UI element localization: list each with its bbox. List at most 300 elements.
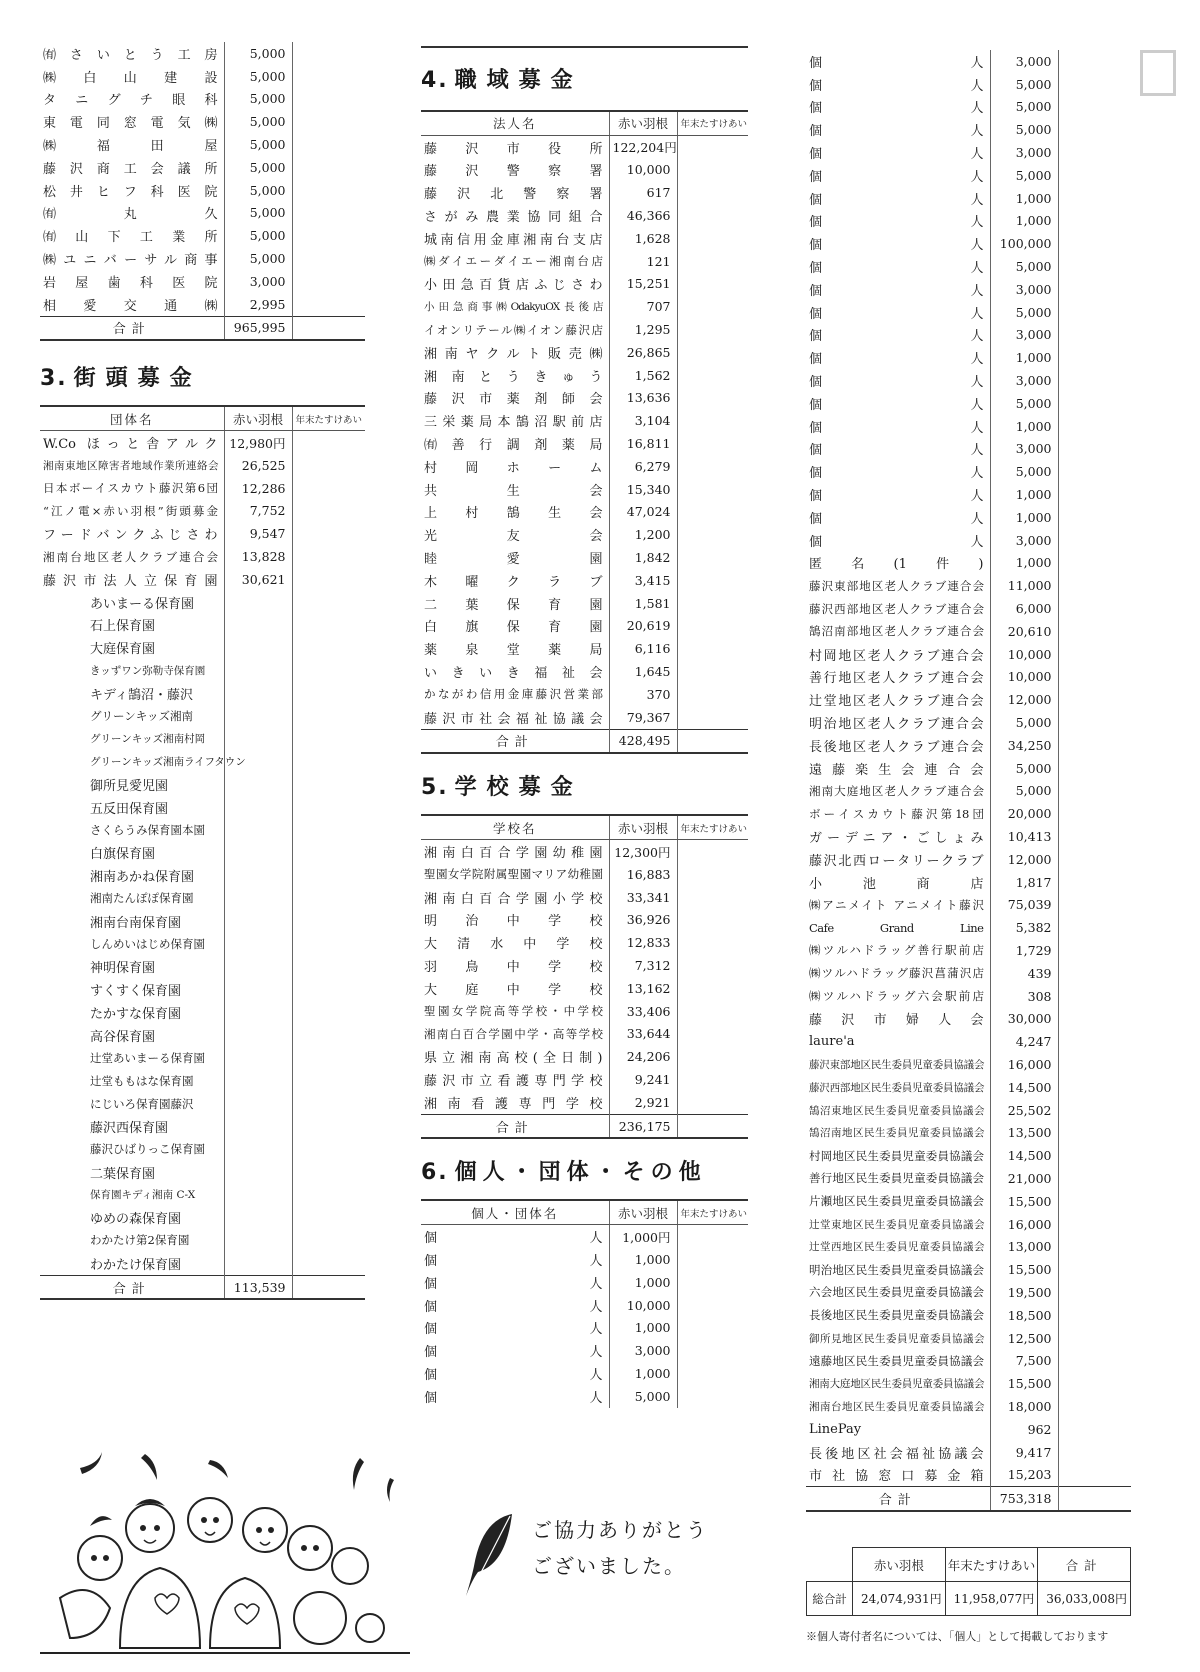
table-row (806, 757, 1131, 780)
table-row (806, 1053, 1131, 1076)
row-name: laure'a (809, 1034, 855, 1050)
row-amount: 5,000 (224, 88, 292, 111)
row-name: 鵠沼南部地区老人クラブ連合会 (809, 624, 984, 639)
row-name: 個人 (424, 1253, 603, 1269)
table-row (806, 415, 1131, 438)
table-header (40, 406, 365, 430)
row-year-end (1058, 1441, 1131, 1464)
table-row (421, 318, 748, 341)
table-row (40, 842, 365, 865)
row-year-end (292, 682, 365, 705)
row-amount (224, 659, 292, 682)
table-row (421, 273, 748, 296)
table-row (806, 1076, 1131, 1099)
row-amount: 5,000 (224, 156, 292, 179)
table-row (806, 711, 1131, 734)
row-year-end (677, 387, 748, 410)
table-row (806, 939, 1131, 962)
table-row (421, 886, 748, 909)
table-row (40, 1206, 365, 1229)
row-name: 個人 (809, 261, 984, 277)
row-name: 藤沢西部地区民生委員児童委員協議会 (809, 1081, 984, 1094)
row-name: 大庭中学校 (424, 982, 603, 998)
grand-total-table (806, 1547, 1131, 1616)
row-name: 羽鳥中学校 (424, 959, 603, 975)
row-amount: 33,406 (609, 1000, 677, 1023)
table-row (421, 432, 748, 455)
row-year-end (292, 431, 365, 454)
row-amount: 13,000 (990, 1235, 1058, 1258)
table-row (421, 523, 748, 546)
row-year-end (677, 683, 748, 706)
row-amount (224, 591, 292, 614)
row-name: 辻堂地区老人クラブ連合会 (809, 694, 984, 710)
row-amount: 15,340 (609, 478, 677, 501)
row-amount: 1,200 (609, 523, 677, 546)
table-row (421, 501, 748, 524)
row-year-end (677, 706, 748, 729)
row-year-end (1058, 1395, 1131, 1418)
row-year-end (292, 773, 365, 796)
row-amount: 21,000 (990, 1167, 1058, 1190)
table-row (40, 955, 365, 978)
table-row (806, 324, 1131, 347)
row-year-end (292, 1092, 365, 1115)
row-amount (224, 705, 292, 728)
table-row (421, 1068, 748, 1091)
row-year-end (292, 133, 365, 156)
row-year-end (1058, 1190, 1131, 1213)
row-year-end (292, 1252, 365, 1275)
row-amount: 3,415 (609, 569, 677, 592)
total-label: 合計 (806, 1487, 990, 1511)
row-amount (224, 1024, 292, 1047)
row-amount: 14,500 (990, 1076, 1058, 1099)
row-name: あいまーる保育園 (90, 596, 195, 612)
row-amount: 2,995 (224, 293, 292, 316)
row-amount: 6,116 (609, 637, 677, 660)
table-row (40, 1047, 365, 1070)
row-amount: 33,341 (609, 886, 677, 909)
table-row (421, 135, 748, 158)
table-row (806, 210, 1131, 233)
row-name: ㈱ツルハドラッグ藤沢菖蒲沢店 (809, 966, 984, 981)
row-amount: 75,039 (990, 893, 1058, 916)
row-amount (224, 1092, 292, 1115)
row-amount: 13,162 (609, 977, 677, 1000)
row-name: 藤沢西部地区老人クラブ連合会 (809, 601, 984, 616)
row-amount: 15,500 (990, 1258, 1058, 1281)
cartoon-illustration (40, 1448, 410, 1658)
table-row (806, 1007, 1131, 1030)
row-year-end (677, 204, 748, 227)
grand-total-header (807, 1548, 1131, 1582)
row-year-end (677, 1385, 748, 1408)
table-row (421, 1294, 748, 1317)
table-row (806, 1235, 1131, 1258)
row-amount: 24,206 (609, 1045, 677, 1068)
table-row (806, 1281, 1131, 1304)
street-fundraising-table (40, 405, 365, 1300)
row-name: 藤沢ひばりっこ保育園 (90, 1142, 205, 1157)
row-amount: 4,247 (990, 1030, 1058, 1053)
row-amount (224, 933, 292, 956)
row-amount: 1,000 (990, 506, 1058, 529)
row-name: 個人 (809, 306, 984, 322)
row-amount: 26,865 (609, 341, 677, 364)
row-amount: 3,000 (990, 50, 1058, 73)
table-row (806, 871, 1131, 894)
table-row (421, 455, 748, 478)
row-amount: 1,000 (609, 1271, 677, 1294)
row-amount: 19,500 (990, 1281, 1058, 1304)
row-name: 個人 (424, 1299, 603, 1315)
row-amount: 34,250 (990, 734, 1058, 757)
row-year-end (677, 569, 748, 592)
row-year-end (292, 978, 365, 1001)
row-name: 辻堂あいまーる保育園 (90, 1051, 205, 1066)
table-row (40, 568, 365, 591)
row-name: ㈱福田屋 (43, 139, 218, 155)
row-name: 睦愛園 (424, 552, 603, 568)
table-row (421, 592, 748, 615)
row-name: かながわ信用金庫藤沢営業部 (424, 687, 603, 702)
row-amount: 5,382 (990, 916, 1058, 939)
row-name: 湘南看護専門学校 (424, 1096, 603, 1112)
row-name: ㈲善行調剤薬局 (424, 438, 603, 454)
row-year-end (677, 227, 748, 250)
table-row (40, 591, 365, 614)
row-name: 県立湘南高校(全日制) (424, 1051, 603, 1067)
table-row (421, 977, 748, 1000)
row-amount: 79,367 (609, 706, 677, 729)
row-name: 岩屋歯科医院 (43, 275, 218, 291)
row-amount (224, 796, 292, 819)
row-year-end (1058, 757, 1131, 780)
row-name: わかたけ保育園 (90, 1257, 182, 1273)
row-name: たかすな保育園 (90, 1006, 182, 1022)
row-name: ㈱ツルハドラッグ善行駅前店 (809, 943, 984, 958)
row-name: 個人 (424, 1367, 603, 1383)
table-row (421, 1045, 748, 1068)
col-header-year: 年末たすけあい (677, 1200, 748, 1224)
row-name: ガーデニア・ごしょみ (809, 830, 984, 846)
row-name: 湘南たんぽぽ保育園 (90, 891, 194, 906)
table-row (40, 88, 365, 111)
row-name: 藤沢市社会福祉協議会 (424, 711, 603, 727)
row-year-end (292, 842, 365, 865)
table-row (40, 1024, 365, 1047)
table-row (421, 1271, 748, 1294)
table-row (806, 232, 1131, 255)
table-row (40, 179, 365, 202)
row-amount (224, 773, 292, 796)
table-row (40, 614, 365, 637)
row-amount (224, 1229, 292, 1252)
table-header (421, 815, 748, 839)
table-row (40, 864, 365, 887)
row-amount: 121 (609, 250, 677, 273)
table-row (421, 706, 748, 729)
row-year-end (1058, 1121, 1131, 1144)
footnote: ※個人寄付者名については、「個人」として掲載しております (806, 1630, 1109, 1643)
row-name: 個人 (809, 215, 984, 231)
table-row (806, 916, 1131, 939)
row-name: 個人 (809, 489, 984, 505)
table-row (421, 546, 748, 569)
row-year-end (292, 522, 365, 545)
section-workplace-fundraising (421, 46, 748, 754)
table-row (40, 65, 365, 88)
row-name: ㈱ツルハドラッグ六会駅前店 (809, 989, 984, 1004)
row-year-end (677, 615, 748, 638)
row-amount: 5,000 (609, 1385, 677, 1408)
row-name: ボーイスカウト藤沢第18団 (809, 806, 984, 821)
row-amount: 3,000 (990, 438, 1058, 461)
row-amount: 9,241 (609, 1068, 677, 1091)
table-row (40, 1069, 365, 1092)
section-heading: 4. 職域募金 (421, 68, 583, 93)
row-name: 日本ボーイスカウト藤沢第6団 (43, 481, 218, 496)
row-year-end (1058, 871, 1131, 894)
row-name: 藤沢市薬剤師会 (424, 392, 603, 408)
row-amount: 10,000 (990, 643, 1058, 666)
table-row (40, 1183, 365, 1206)
table-row (806, 780, 1131, 803)
row-amount: 3,104 (609, 409, 677, 432)
row-year-end (1058, 210, 1131, 233)
row-name: 白旗保育園 (90, 847, 156, 863)
table-row (806, 187, 1131, 210)
row-year-end (1058, 711, 1131, 734)
row-year-end (292, 887, 365, 910)
table-row (806, 460, 1131, 483)
row-amount: 5,000 (224, 65, 292, 88)
row-amount (224, 819, 292, 842)
row-amount: 13,500 (990, 1121, 1058, 1144)
row-name: 個人 (809, 169, 984, 185)
row-year-end (292, 796, 365, 819)
col-header-red: 赤い羽根 (224, 406, 292, 430)
table-row (806, 369, 1131, 392)
row-name: 小田急商事㈱OdakyuOX長後店 (424, 301, 603, 314)
table-row (806, 301, 1131, 324)
table-row (40, 1229, 365, 1252)
row-year-end (1058, 1213, 1131, 1236)
section-heading: 6. 個人・団体・その他 (421, 1160, 707, 1186)
row-year-end (1058, 346, 1131, 369)
row-name: 明治地区民生委員児童委員協議会 (809, 1262, 984, 1277)
row-name: 聖園女学院附属聖園マリア幼稚園 (424, 867, 603, 882)
row-name: 三栄薬局本鵠沼駅前店 (424, 415, 603, 431)
row-name: 個人 (809, 511, 984, 527)
table-row (806, 141, 1131, 164)
workplace-fundraising-table (421, 110, 748, 754)
row-amount (224, 1069, 292, 1092)
column-left (40, 42, 365, 1300)
table-row (421, 1000, 748, 1023)
row-amount: 5,000 (224, 247, 292, 270)
table-row (40, 500, 365, 523)
row-name: 藤沢商工会議所 (43, 161, 218, 177)
row-amount: 1,817 (990, 871, 1058, 894)
row-amount: 20,619 (609, 615, 677, 638)
row-name: ㈱ダイエーダイエー湘南台店 (424, 254, 603, 269)
row-name: 小池商店 (809, 876, 984, 892)
row-name: ㈲丸久 (43, 207, 218, 223)
row-amount: 1,295 (609, 318, 677, 341)
row-amount: 3,000 (990, 278, 1058, 301)
table-row (806, 50, 1131, 73)
col-header-red: 赤い羽根 (609, 1200, 677, 1224)
row-year-end (1058, 438, 1131, 461)
row-year-end (1058, 369, 1131, 392)
row-amount: 1,000 (990, 210, 1058, 233)
row-year-end (677, 546, 748, 569)
row-amount: 12,500 (990, 1327, 1058, 1350)
row-amount: 12,980円 (224, 431, 292, 454)
table-row (40, 1138, 365, 1161)
row-amount: 47,024 (609, 501, 677, 524)
row-amount: 15,500 (990, 1190, 1058, 1213)
row-name: 藤沢市婦人会 (809, 1013, 984, 1029)
row-amount: 16,000 (990, 1053, 1058, 1076)
table-row (40, 42, 365, 65)
row-year-end (292, 1138, 365, 1161)
row-amount: 10,413 (990, 825, 1058, 848)
row-amount: 5,000 (224, 110, 292, 133)
grand-header-year: 年末たすけあい (945, 1548, 1038, 1582)
row-year-end (677, 1339, 748, 1362)
table-row (806, 1395, 1131, 1418)
row-amount (224, 1138, 292, 1161)
row-year-end (292, 545, 365, 568)
table-row (806, 529, 1131, 552)
row-name: 藤沢市法人立保育園 (43, 573, 218, 589)
row-year-end (677, 523, 748, 546)
row-name: 聖園女学院高等学校・中学校 (424, 1004, 603, 1019)
row-name: 個人 (424, 1231, 603, 1247)
row-name: キディ鵠沼・藤沢 (90, 687, 193, 703)
row-year-end (1058, 1007, 1131, 1030)
table-row (806, 620, 1131, 643)
section-street-fundraising (40, 353, 365, 1300)
row-amount: 1,645 (609, 660, 677, 683)
row-name: 湘南東地区障害者地域作業所連絡会 (43, 459, 218, 472)
row-year-end (292, 454, 365, 477)
row-name: 湘南ヤクルト販売㈱ (424, 346, 603, 362)
table-row (421, 931, 748, 954)
row-year-end (1058, 73, 1131, 96)
row-amount: 3,000 (990, 529, 1058, 552)
row-year-end (677, 954, 748, 977)
donor-table-continued (40, 42, 365, 341)
row-year-end (292, 864, 365, 887)
table-row (806, 1144, 1131, 1167)
row-name: いきいき福祉会 (424, 666, 603, 682)
row-year-end (292, 705, 365, 728)
row-year-end (677, 1362, 748, 1385)
table-row (806, 1030, 1131, 1053)
table-row (806, 164, 1131, 187)
table-row (806, 1121, 1131, 1144)
row-amount: 10,000 (990, 666, 1058, 689)
row-year-end (292, 614, 365, 637)
row-name: 個人 (809, 443, 984, 459)
table-row (806, 802, 1131, 825)
table-row (421, 683, 748, 706)
row-year-end (677, 273, 748, 296)
row-name: グリーンキッズ湘南ライフタウン (90, 756, 246, 769)
col-header-name: 学校名 (421, 815, 609, 839)
row-amount (224, 1252, 292, 1275)
row-year-end (677, 1068, 748, 1091)
row-amount (224, 1161, 292, 1184)
table-row (806, 688, 1131, 711)
table-row (40, 110, 365, 133)
row-name: 個人 (809, 78, 984, 94)
total-amount: 113,539 (224, 1275, 292, 1299)
row-name: 藤沢警察署 (424, 164, 603, 180)
table-row (806, 1167, 1131, 1190)
row-amount: 5,000 (224, 42, 292, 65)
table-row (806, 734, 1131, 757)
row-name: 二葉保育園 (424, 597, 603, 613)
row-name: 個人 (809, 147, 984, 163)
table-row (421, 1022, 748, 1045)
row-year-end (1058, 825, 1131, 848)
row-name: 五反田保育園 (90, 801, 169, 817)
row-year-end (677, 977, 748, 1000)
row-name: 村岡地区老人クラブ連合会 (809, 648, 984, 664)
row-year-end (1058, 1030, 1131, 1053)
row-amount (224, 910, 292, 933)
row-amount (224, 864, 292, 887)
total-label: 合計 (421, 729, 609, 753)
row-year-end (677, 455, 748, 478)
row-year-end (1058, 529, 1131, 552)
table-row (806, 255, 1131, 278)
row-year-end (1058, 1258, 1131, 1281)
table-row (806, 893, 1131, 916)
row-year-end (1058, 893, 1131, 916)
table-row (421, 341, 748, 364)
row-amount: 1,000 (609, 1316, 677, 1339)
row-year-end (292, 568, 365, 591)
row-year-end (292, 88, 365, 111)
row-amount (224, 636, 292, 659)
row-name: 相愛交通㈱ (43, 298, 218, 314)
row-amount (224, 887, 292, 910)
table-row (40, 156, 365, 179)
row-name: 村岡地区民生委員児童委員協議会 (809, 1148, 984, 1163)
individuals-table (421, 1199, 748, 1407)
table-row (40, 477, 365, 500)
row-amount: 1,842 (609, 546, 677, 569)
total-row (421, 729, 748, 753)
row-amount (224, 1115, 292, 1138)
row-amount: 7,500 (990, 1349, 1058, 1372)
row-year-end (1058, 1327, 1131, 1350)
table-row (40, 431, 365, 454)
row-name: 個人 (809, 101, 984, 117)
row-amount: 3,000 (990, 324, 1058, 347)
row-amount: 1,562 (609, 364, 677, 387)
row-name: 明治地区老人クラブ連合会 (809, 717, 984, 732)
row-name: 光友会 (424, 529, 603, 545)
row-name: ㈲さいとう工房 (43, 47, 218, 63)
row-amount: 1,000 (990, 415, 1058, 438)
